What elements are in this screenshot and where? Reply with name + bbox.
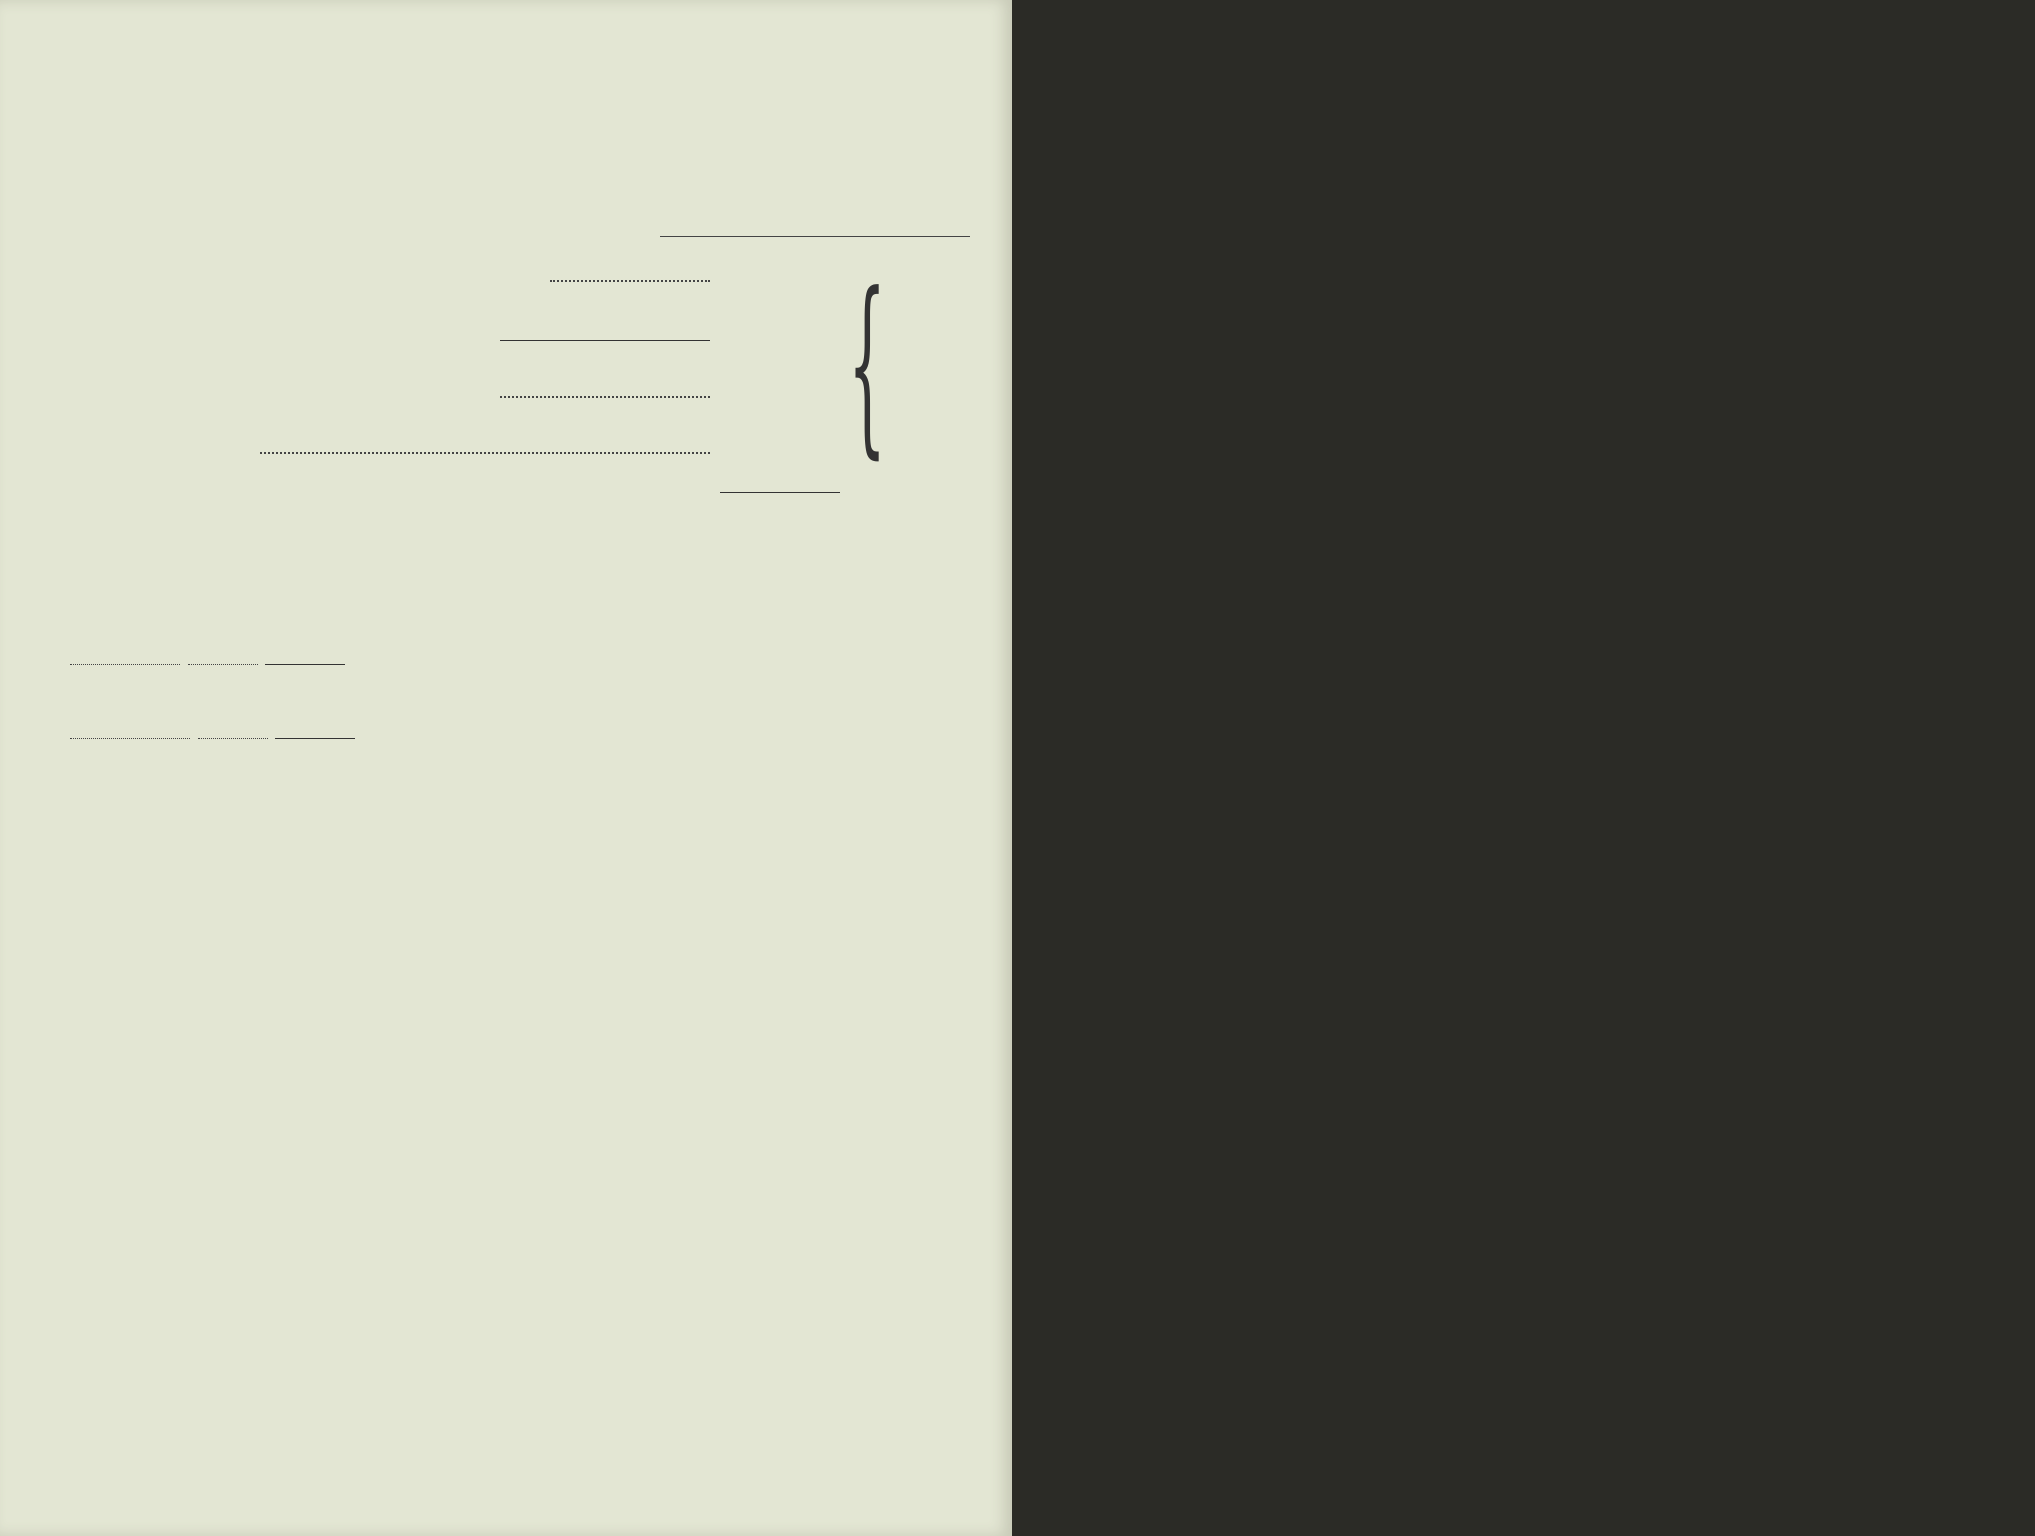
fast-line-2 xyxy=(70,643,345,671)
brace: { xyxy=(848,254,887,478)
left-page xyxy=(0,0,1012,1536)
